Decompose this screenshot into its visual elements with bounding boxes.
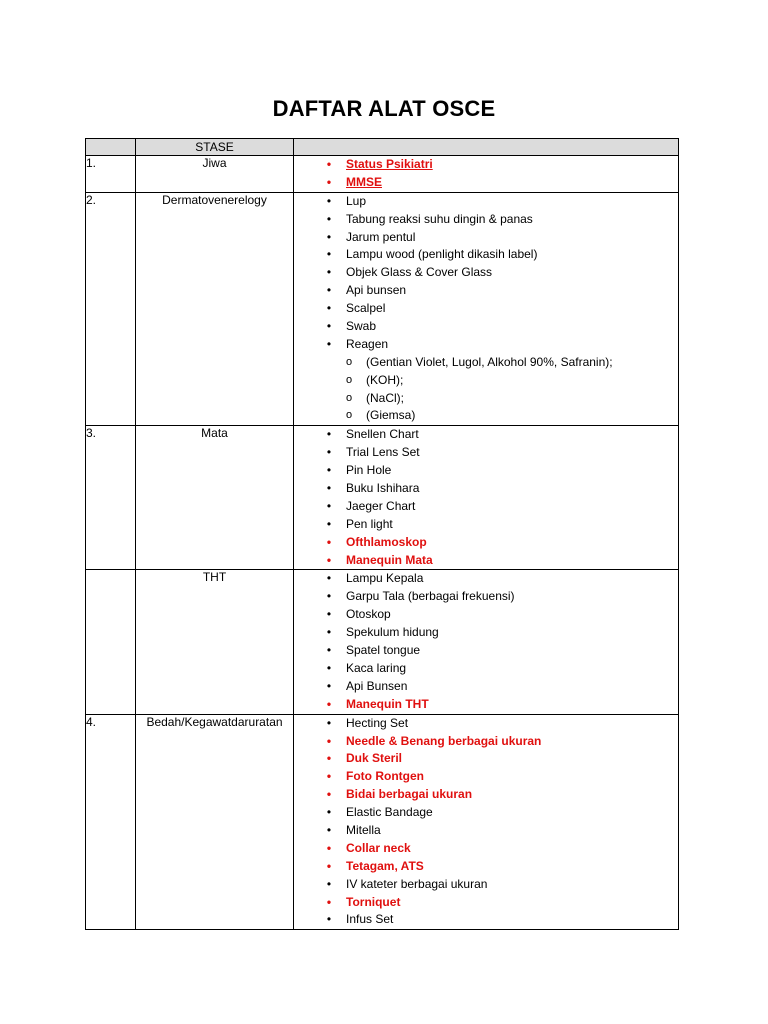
list-item: [294, 246, 678, 264]
list-item: [294, 193, 678, 211]
document-title: DAFTAR ALAT OSCE: [272, 96, 496, 121]
item-label: Needle & Benang berbagai ukuran: [346, 733, 542, 748]
row-number: 2.: [86, 192, 136, 426]
item-label: Mitella: [346, 822, 381, 837]
list-item: [294, 696, 678, 714]
list-item: [294, 211, 678, 229]
list-item: [294, 876, 678, 894]
circle-bullet-icon: o: [345, 373, 353, 386]
row-number: [86, 570, 136, 714]
bullet-icon: •: [326, 822, 332, 837]
bullet-icon: •: [326, 552, 332, 567]
item-label: Spekulum hidung: [346, 625, 439, 640]
sub-item-label: (Giemsa): [366, 408, 416, 423]
circle-bullet-icon: o: [345, 409, 353, 422]
list-item: [294, 516, 678, 534]
bullet-icon: •: [326, 174, 332, 189]
bullet-icon: •: [326, 301, 332, 316]
bullet-icon: •: [326, 894, 332, 909]
list-item: [294, 624, 678, 642]
item-label: Spatel tongue: [346, 643, 421, 658]
bullet-icon: •: [326, 481, 332, 496]
header-no: [86, 139, 136, 156]
item-label: Garpu Tala (berbagai frekuensi): [346, 589, 515, 604]
item-label: Snellen Chart: [346, 427, 419, 442]
equipment-list-cell: [294, 192, 679, 426]
sub-item-label: (NaCl);: [366, 390, 404, 405]
equipment-list: [294, 156, 678, 192]
table-header-row: [86, 139, 679, 156]
item-label: Jarum pentul: [346, 229, 416, 244]
item-label: Torniquet: [346, 894, 401, 909]
table-row: [86, 570, 679, 714]
row-number: 3.: [86, 426, 136, 570]
sub-list-item: [294, 354, 678, 372]
item-label: Otoskop: [346, 607, 391, 622]
list-item: [294, 426, 678, 444]
item-label: Buku Ishihara: [346, 481, 420, 496]
bullet-icon: •: [326, 211, 332, 226]
bullet-icon: •: [326, 769, 332, 784]
item-label: Tetagam, ATS: [346, 858, 424, 873]
bullet-icon: •: [326, 751, 332, 766]
item-label: Reagen: [346, 336, 389, 351]
bullet-icon: •: [326, 463, 332, 478]
sub-item-label: (KOH);: [366, 372, 404, 387]
item-label: Manequin THT: [346, 696, 429, 711]
list-item: [294, 156, 678, 174]
equipment-list-cell: [294, 714, 679, 930]
stase-name: Mata: [136, 426, 294, 570]
header-items: [294, 139, 679, 156]
bullet-icon: •: [326, 607, 332, 622]
item-label: Api Bunsen: [346, 678, 408, 693]
bullet-icon: •: [326, 427, 332, 442]
bullet-icon: •: [326, 787, 332, 802]
bullet-icon: •: [326, 283, 332, 298]
list-item: [294, 733, 678, 751]
bullet-icon: •: [326, 876, 332, 891]
list-item: [294, 642, 678, 660]
list-item: [294, 858, 678, 876]
item-label: Swab: [346, 319, 377, 334]
table-row: [86, 156, 679, 193]
equipment-table: [85, 138, 679, 930]
bullet-icon: •: [326, 336, 332, 351]
item-label: Duk Steril: [346, 751, 403, 766]
item-label: Jaeger Chart: [346, 498, 416, 513]
list-item: [294, 768, 678, 786]
item-label: Pen light: [346, 516, 393, 531]
item-label: Kaca laring: [346, 660, 407, 675]
equipment-list-cell: [294, 426, 679, 570]
table-row: [86, 714, 679, 930]
table-row: [86, 192, 679, 426]
list-item: [294, 660, 678, 678]
list-item: [294, 840, 678, 858]
sub-list-item: [294, 390, 678, 408]
item-label: Collar neck: [346, 840, 411, 855]
list-item: [294, 174, 678, 192]
bullet-icon: •: [326, 319, 332, 334]
list-item: [294, 822, 678, 840]
bullet-icon: •: [326, 589, 332, 604]
sub-list-item: [294, 407, 678, 425]
list-item: [294, 462, 678, 480]
bullet-icon: •: [326, 516, 332, 531]
list-item: [294, 786, 678, 804]
list-item: [294, 229, 678, 247]
item-label: Elastic Bandage: [346, 805, 433, 820]
equipment-list: [294, 426, 678, 569]
stase-name: THT: [136, 570, 294, 714]
table-row: [86, 426, 679, 570]
header-stase: STASE: [136, 139, 294, 156]
stase-name: Jiwa: [136, 156, 294, 193]
list-item: [294, 606, 678, 624]
row-number: 1.: [86, 156, 136, 193]
bullet-icon: •: [326, 912, 332, 927]
item-label: Scalpel: [346, 301, 386, 316]
list-item: [294, 894, 678, 912]
bullet-icon: •: [326, 229, 332, 244]
stase-name: Dermatovenerelogy: [136, 192, 294, 426]
bullet-icon: •: [326, 858, 332, 873]
item-label: Tabung reaksi suhu dingin & panas: [346, 211, 533, 226]
equipment-list-cell: [294, 156, 679, 193]
bullet-icon: •: [326, 625, 332, 640]
bullet-icon: •: [326, 498, 332, 513]
circle-bullet-icon: o: [345, 391, 353, 404]
bullet-icon: •: [326, 715, 332, 730]
list-item: [294, 678, 678, 696]
bullet-icon: •: [326, 840, 332, 855]
equipment-list-cell: [294, 570, 679, 714]
item-label: Lampu Kepala: [346, 571, 424, 586]
bullet-icon: •: [326, 733, 332, 748]
row-number: 4.: [86, 714, 136, 930]
item-label: Foto Rontgen: [346, 769, 424, 784]
bullet-icon: •: [326, 696, 332, 711]
item-label: Lup: [346, 193, 367, 208]
bullet-icon: •: [326, 571, 332, 586]
list-item: [294, 300, 678, 318]
bullet-icon: •: [326, 193, 332, 208]
list-item: [294, 552, 678, 570]
equipment-list: [294, 570, 678, 713]
item-label: Status Psikiatri: [346, 157, 433, 171]
item-label: Api bunsen: [346, 283, 407, 298]
bullet-icon: •: [326, 534, 332, 549]
equipment-list: [294, 715, 678, 930]
list-item: [294, 570, 678, 588]
item-label: Trial Lens Set: [346, 445, 420, 460]
bullet-icon: •: [326, 445, 332, 460]
list-item: [294, 804, 678, 822]
bullet-icon: •: [326, 157, 332, 171]
bullet-icon: •: [326, 265, 332, 280]
sub-item-label: (Gentian Violet, Lugol, Alkohol 90%, Safranin);: [366, 354, 613, 369]
list-item: [294, 715, 678, 733]
stase-name: Bedah/Kegawatdaruratan: [136, 714, 294, 930]
list-item: [294, 444, 678, 462]
bullet-icon: •: [326, 247, 332, 262]
sub-list-item: [294, 372, 678, 390]
circle-bullet-icon: o: [345, 355, 353, 368]
item-label: Objek Glass & Cover Glass: [346, 265, 493, 280]
bullet-icon: •: [326, 678, 332, 693]
item-label: Hecting Set: [346, 715, 409, 730]
list-item: [294, 911, 678, 929]
list-item: [294, 480, 678, 498]
item-label: Pin Hole: [346, 463, 392, 478]
list-item: [294, 318, 678, 336]
list-item: [294, 336, 678, 354]
list-item: [294, 750, 678, 768]
item-label: Ofthlamoskop: [346, 534, 427, 549]
list-item: [294, 534, 678, 552]
list-item: [294, 498, 678, 516]
item-label: Manequin Mata: [346, 552, 433, 567]
item-label: Lampu wood (penlight dikasih label): [346, 247, 538, 262]
item-label: Infus Set: [346, 912, 394, 927]
bullet-icon: •: [326, 643, 332, 658]
item-label: MMSE: [346, 174, 382, 189]
bullet-icon: •: [326, 660, 332, 675]
list-item: [294, 282, 678, 300]
bullet-icon: •: [326, 805, 332, 820]
item-label: IV kateter berbagai ukuran: [346, 876, 488, 891]
list-item: [294, 264, 678, 282]
item-label: Bidai berbagai ukuran: [346, 787, 473, 802]
list-item: [294, 588, 678, 606]
equipment-list: [294, 193, 678, 426]
